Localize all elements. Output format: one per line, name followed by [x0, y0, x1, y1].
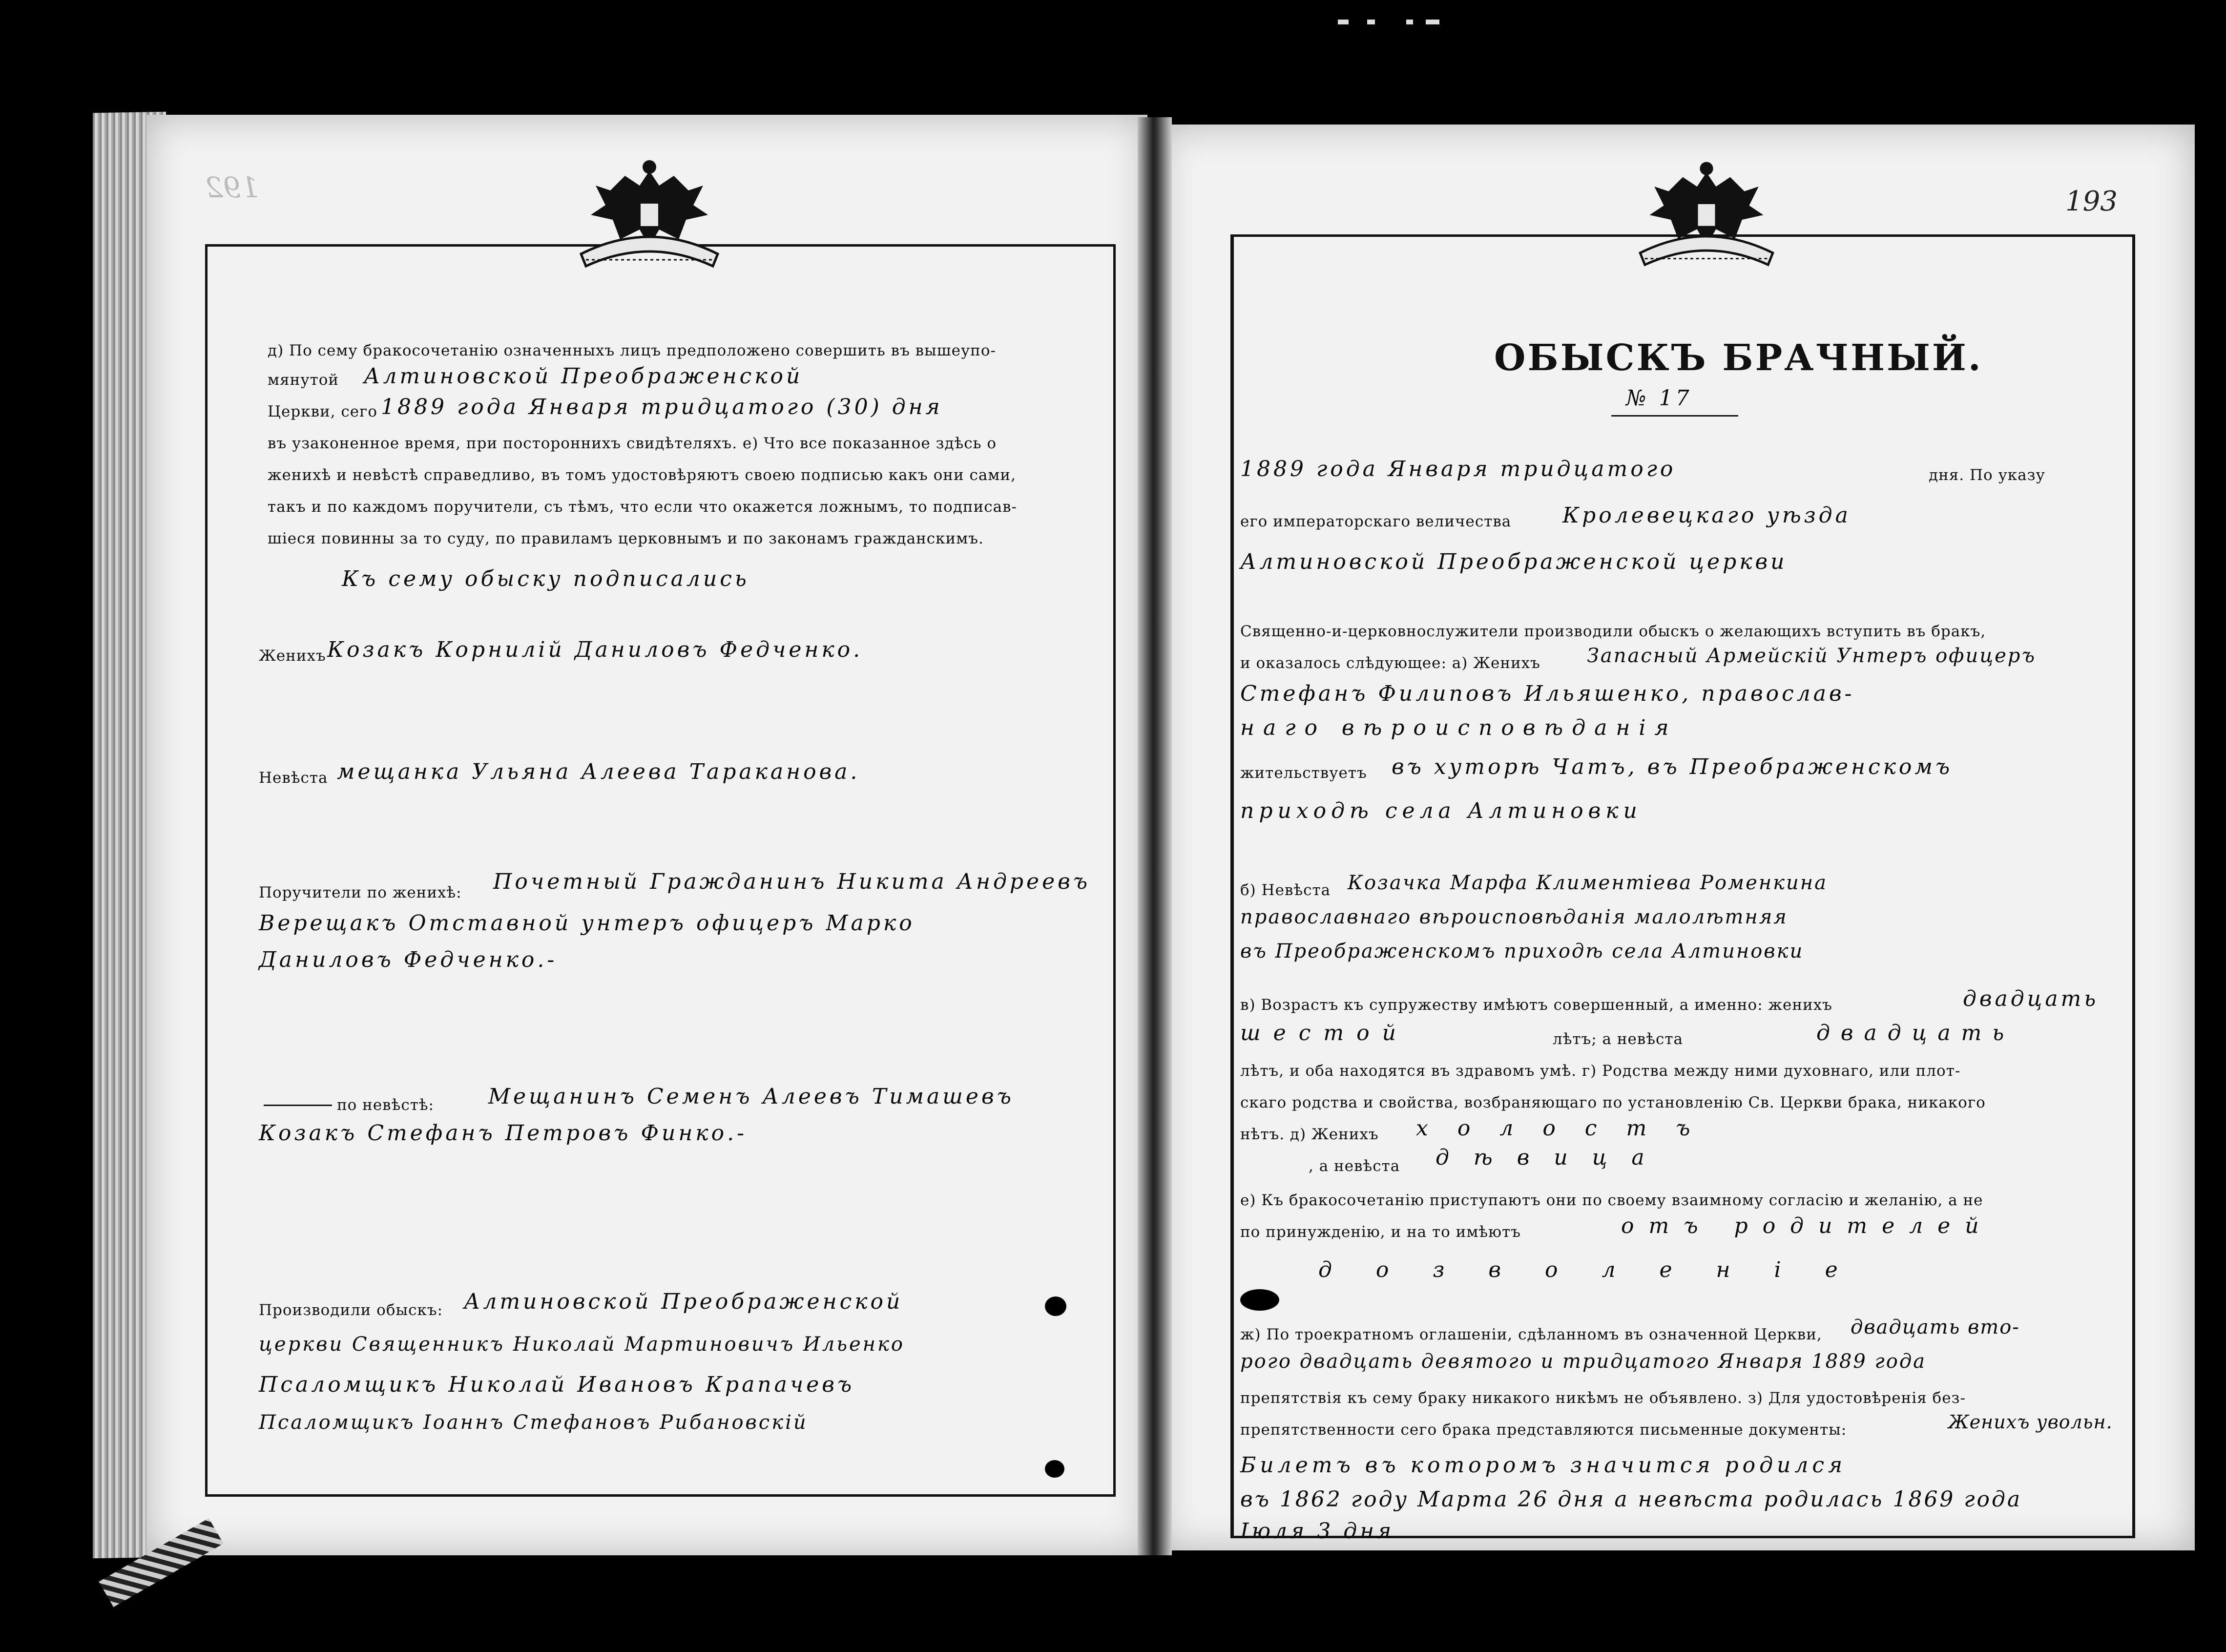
scan-mark	[1367, 20, 1375, 24]
ink-blot	[1045, 1297, 1066, 1316]
intro-line-6: такъ и по каждомъ поручители, съ тѣмъ, что если что окажется ложнымъ, то подписав-	[268, 498, 1018, 516]
rp-l8-print: жительствуетъ	[1240, 764, 1367, 782]
rp-l12-hw: въ Преображенскомъ приходѣ села Алтиновки	[1240, 940, 1804, 962]
performed-line-2: церкви Священникъ Николай Мартиновичъ Ильенко	[259, 1333, 905, 1356]
rp-l1-print: дня. По указу	[1929, 466, 2045, 484]
rp-l14-hw2: двадцать	[1816, 1021, 2015, 1046]
bride-label: Невѣста	[259, 769, 328, 787]
rp-l18-hw: дѣвица	[1435, 1145, 1669, 1170]
rp-l16-print: скаго родства и свойства, возбраняющаго по установленію Св. Церкви брака, никакого	[1240, 1094, 1986, 1111]
rp-l15-print: лѣтъ, и оба находятся въ здравомъ умѣ. г) Родства между ними духовнаго, или плот-	[1240, 1062, 1961, 1080]
bride-handwritten: мещанка Ульяна Алеева Тараканова.	[337, 759, 860, 784]
rp-l20-print: по принужденію, и на то имѣютъ	[1240, 1223, 1521, 1241]
intro-line-7: шіеся повинны за то суду, по правиламъ церковнымъ и по законамъ гражданскимъ.	[268, 530, 984, 547]
groom-handwritten: Козакъ Корнилій Даниловъ Федченко.	[327, 637, 863, 662]
rp-l13-print: в) Возрастъ къ супружеству имѣютъ совершенный, а именно: женихъ	[1240, 996, 1832, 1014]
date-handwritten: 1889 года Января тридцатого (30) дня	[381, 395, 943, 419]
book-gutter	[1138, 117, 1172, 1555]
rp-l24-print: препятствія къ сему браку никакого никѣмъ не объявлено. з) Для удостовѣренія без-	[1240, 1389, 1966, 1407]
right-page-number: 193	[2065, 186, 2118, 217]
rp-l17-print: нѣтъ. д) Женихъ	[1240, 1126, 1379, 1143]
intro-line-1: д) По сему бракосочетанію означенныхъ лицъ предположено совершить въ вышеупо-	[268, 342, 996, 359]
rp-l2-print: его императорскаго величества	[1240, 513, 1512, 530]
scan-mark	[1406, 20, 1413, 24]
rp-l20-hw: отъ родителей	[1621, 1213, 1994, 1238]
ink-blot	[1045, 1460, 1064, 1478]
rp-l5-hw: Запасный Армейскій Унтеръ офицеръ	[1587, 645, 2037, 667]
rp-l1-hw: 1889 года Января тридцатого	[1240, 457, 1676, 481]
church-handwritten: Алтиновской Преображенской	[364, 364, 803, 389]
performed-line-3: Псаломщикъ Николай Ивановъ Крапачевъ	[259, 1372, 855, 1397]
guarantor-groom-line-2: Верещакъ Отставной унтеръ офицеръ Марко	[259, 911, 915, 936]
blank-underline	[264, 1105, 332, 1106]
guarantor-groom-line-3: Даниловъ Федченко.-	[259, 947, 558, 972]
rp-l6-hw: Стефанъ Филиповъ Ильяшенко, православ-	[1240, 681, 1855, 706]
signed-statement-handwritten: Къ сему обыску подписались	[342, 566, 749, 591]
rp-l26-hw: Билетъ въ которомъ значится родился	[1240, 1453, 1847, 1478]
imperial-eagle-crest-icon	[566, 156, 732, 283]
number-underline	[1611, 415, 1738, 417]
rp-l7-hw: наго вѣроисповѣданія	[1240, 715, 1678, 740]
scan-mark	[1338, 20, 1349, 24]
document-title: ОБЫСКЪ БРАЧНЫЙ.	[1494, 337, 1983, 379]
rp-l10-hw: Козачка Марфа Климентіева Роменкина	[1348, 872, 1828, 894]
rp-l8-hw: въ хуторѣ Чатъ, въ Преображенскомъ	[1392, 754, 1953, 779]
guarantor-groom-line-1: Почетный Гражданинъ Никита Андреевъ	[493, 869, 1091, 894]
intro-line-2: мянутой	[268, 371, 339, 389]
document-number-handwritten: № 17	[1626, 386, 1692, 411]
rp-l22-print: ж) По троекратномъ оглашеніи, сдѣланномъ въ означенной Церкви,	[1240, 1326, 1822, 1343]
rp-l14-print: лѣтъ; а невѣста	[1553, 1030, 1684, 1048]
intro-line-4: въ узаконенное время, при постороннихъ свидѣтеляхъ. е) Что все показанное здѣсь о	[268, 435, 997, 452]
rp-l28-hw: Іюля 3 дня	[1240, 1519, 1394, 1544]
ink-blot	[1240, 1289, 1279, 1311]
rp-l19-print: е) Къ бракосочетанію приступаютъ они по своему взаимному согласію и желанію, а не	[1240, 1192, 1983, 1209]
rp-l27-hw: въ 1862 году Марта 26 дня а невѣста родилась 1869 года	[1240, 1487, 2022, 1512]
performed-line-4: Псаломщикъ Іоаннъ Стефановъ Рибановскій	[259, 1411, 808, 1434]
rp-l23-hw: рого двадцать девятого и тридцатого Января 1889 года	[1240, 1350, 1927, 1373]
rp-l21-hw: дозволеніе	[1318, 1257, 1882, 1282]
guarantors-bride-label: по невѣстѣ:	[337, 1096, 434, 1114]
rp-l2-hw: Кролевецкаго уѣзда	[1562, 503, 1851, 528]
intro-line-5: женихѣ и невѣстѣ справедливо, въ томъ удостовѣряютъ своею подписью какъ они сами,	[268, 466, 1016, 484]
rp-l25-hw: Женихъ увольн.	[1948, 1411, 2113, 1433]
rp-l10-print: б) Невѣста	[1240, 881, 1331, 899]
rp-l25-print: препятственности сего брака представляются письменные документы:	[1240, 1421, 1847, 1439]
guarantors-groom-label: Поручители по женихѣ:	[259, 884, 462, 901]
performed-label: Производили обыскъ:	[259, 1301, 443, 1319]
guarantor-bride-line-1: Мещанинъ Семенъ Алеевъ Тимашевъ	[488, 1084, 1014, 1109]
rp-l14-hw: шестой	[1240, 1021, 1409, 1046]
rp-l4-print: Священно-и-церковнослужители производили обыскъ о желающихъ вступить въ бракъ,	[1240, 623, 1986, 640]
rp-l9-hw: приходѣ села Алтиновки	[1240, 798, 1642, 823]
groom-label: Женихъ	[259, 647, 326, 665]
rp-l13-hw: двадцать	[1963, 986, 2099, 1011]
scan-mark	[1426, 20, 1439, 24]
guarantor-bride-line-2: Козакъ Стефанъ Петровъ Финко.-	[259, 1121, 747, 1146]
imperial-eagle-crest-icon	[1626, 156, 1787, 283]
rp-l18-print: , а невѣста	[1309, 1157, 1400, 1175]
rp-l17-hw: холостъ	[1416, 1116, 1720, 1141]
rp-l11-hw: православнаго вѣроисповѣданія малолѣтняя	[1240, 906, 1788, 928]
left-page-number: 192	[205, 171, 259, 204]
rp-l3-hw: Алтиновской Преображенской церкви	[1240, 549, 1788, 574]
performed-line-1: Алтиновской Преображенской	[464, 1289, 903, 1314]
intro-line-3: Церкви, сего	[268, 403, 378, 420]
rp-l5-print: и оказалось слѣдующее: а) Женихъ	[1240, 654, 1540, 672]
rp-l22-hw: двадцать вто-	[1851, 1316, 2020, 1338]
